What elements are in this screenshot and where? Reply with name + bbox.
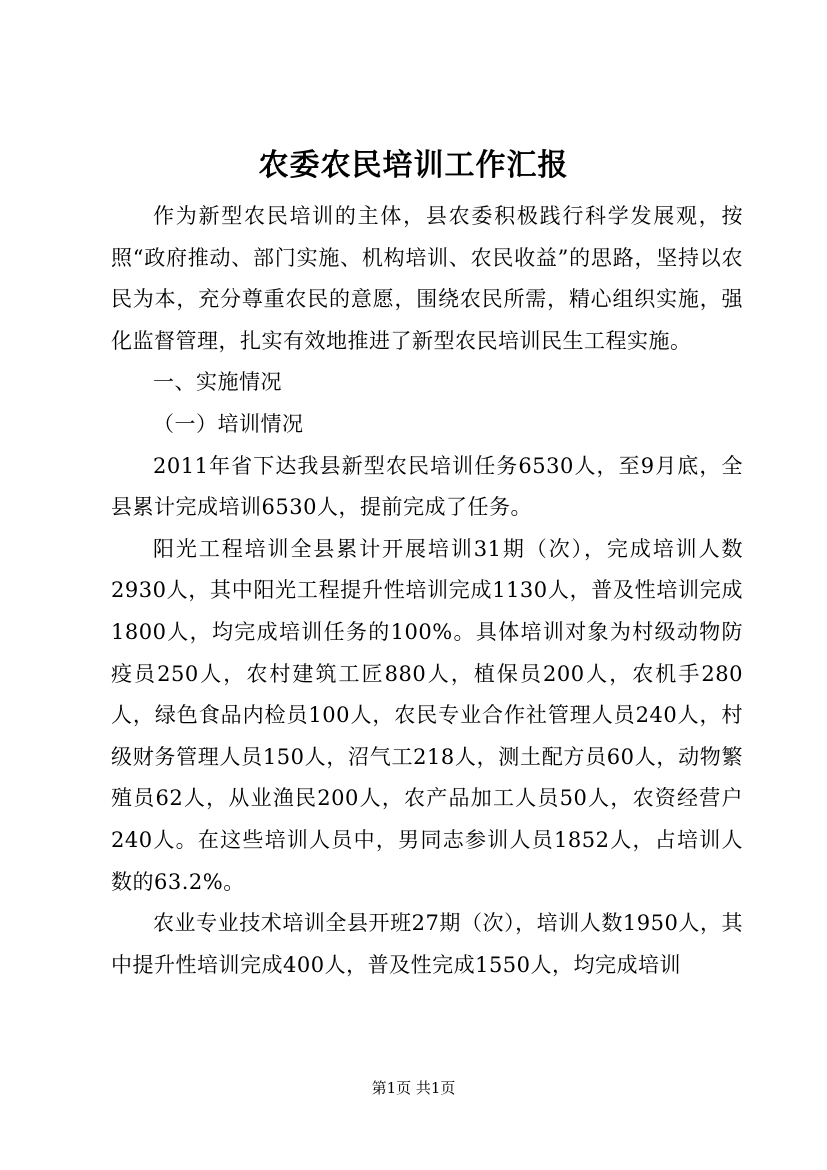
paragraph-technical-training: 农业专业技术培训全县开班27期（次），培训人数1950人，其中提升性培训完成400人，普及性完成1550人，均完成培训 — [111, 911, 743, 977]
document-body — [111, 196, 743, 986]
paragraph-task-summary: 2011年省下达我县新型农民培训任务6530人，至9月底，全县累计完成培训6530人，提前完成了任务。 — [111, 453, 743, 520]
section-heading: 一、实施情况 — [153, 370, 282, 395]
subsection-heading: （一）培训情况 — [153, 411, 304, 436]
page-footer: 第1页 共1页 — [371, 1079, 456, 1097]
document-title: 农委农民培训工作汇报 — [258, 148, 569, 183]
paragraph-intro: 作为新型农民培训的主体，县农委积极践行科学发展观，按照“政府推动、部门实施、机构培训、农民收益”的思路，坚持以农民为本，充分尊重农民的意愿，围绕农民所需，精心组织实施，强化监督管理，扎实有效地推进了新型农民培训民生工程实施。 — [111, 204, 743, 353]
paragraph-sunshine-project: 阳光工程培训全县累计开展培训31期（次），完成培训人数2930人，其中阳光工程提升性培训完成1130人，普及性培训完成1800人，均完成培训任务的100%。具体培训对象为村级动物防疫员250人，农村建筑工匠880人，植保员200人，农机手280人，绿色食品内检员100人，农民专业合作社管理人员240人，村级财务管理人员150人，沼气工218人，测土配方员60人，动物繁殖员62人，从业渔民200人，农产品加工人员50人，农资经营户240人。在这些培训人员中，男同志参训人员1852人，占培训人数的63.2%。 — [111, 536, 743, 894]
